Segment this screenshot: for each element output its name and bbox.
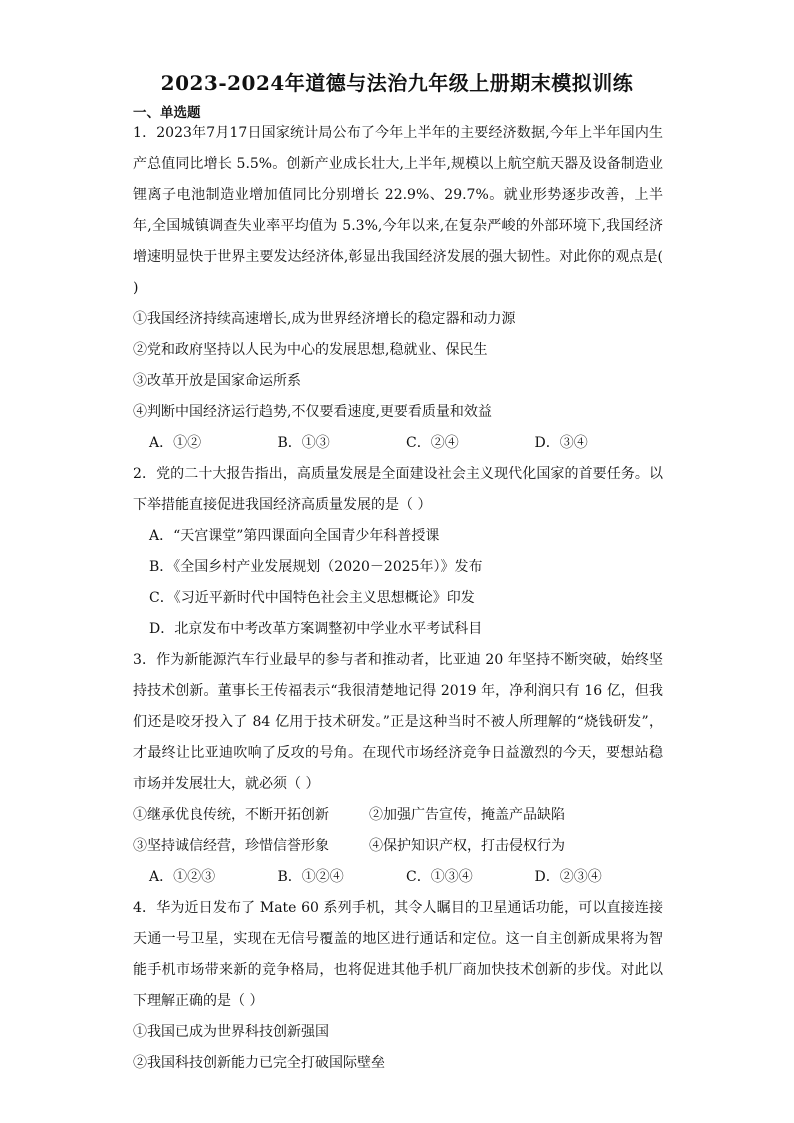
- question-4-item-2: ②我国科技创新能力已完全打破国际壁垒: [133, 1055, 385, 1071]
- document-title: 2023-2024年道德与法治九年级上册期末模拟训练: [160, 71, 634, 95]
- question-3-item-3: ③坚持诚信经营，珍惜信誉形象: [133, 838, 329, 854]
- question-1-options: [133, 428, 663, 459]
- question-2-option-b[interactable]: B．《全国乡村产业发展规划（2020－2025年）》发布: [149, 559, 483, 575]
- question-4: [133, 893, 663, 1079]
- question-3-option-d[interactable]: D．②③④: [534, 869, 602, 885]
- question-1: [133, 118, 663, 459]
- question-1-item-3: ③改革开放是国家命运所系: [133, 373, 301, 389]
- question-1-item-1: ①我国经济持续高速增长,成为世界经济增长的稳定器和动力源: [133, 311, 516, 327]
- question-3-option-c[interactable]: C．①③④: [406, 869, 473, 885]
- question-3-items-row-1: [133, 800, 663, 831]
- question-1-option-a[interactable]: A．①②: [149, 435, 202, 451]
- question-3-options: [133, 862, 663, 893]
- question-1-option-c[interactable]: C．②④: [406, 435, 459, 451]
- question-2-option-c[interactable]: C．《习近平新时代中国特色社会主义思想概论》印发: [149, 590, 475, 606]
- question-3-item-4: ④保护知识产权，打击侵权行为: [369, 838, 565, 854]
- question-1-stem: 1．2023年7月17日国家统计局公布了今年上半年的主要经济数据,今年上半年国内生产总值同比增长 5.5%。创新产业成长壮大,上半年,规模以上航空航天器及设备制造业锂离子电池制造业增加值同比分别增长 22.9%、29.7%。就业形势逐步改善，上半年,全国城镇调查失业率平均值为 5.3%,今年以来,在复杂严峻的外部环境下,我国经济增速明显快于世界主要发达经济体,彰显出我国经济发展的强大韧性。对此你的观点是( ): [133, 125, 663, 296]
- question-1-item-2: ②党和政府坚持以人民为中心的发展思想,稳就业、保民生: [133, 342, 488, 358]
- section-heading: 一、单选题: [133, 105, 201, 121]
- question-1-item-4: ④判断中国经济运行趋势,不仅要看速度,更要看质量和效益: [133, 404, 492, 420]
- question-1-option-d[interactable]: D．③④: [534, 435, 588, 451]
- question-2-stem: 2．党的二十大报告指出，高质量发展是全面建设社会主义现代化国家的首要任务。以下举措能直接促进我国经济高质量发展的是（ ）: [133, 466, 663, 513]
- question-3-items-row-2: [133, 831, 663, 862]
- question-list: [133, 118, 663, 1079]
- question-3-item-1: ①继承优良传统，不断开拓创新: [133, 807, 329, 823]
- question-3-stem: 3．作为新能源汽车行业最早的参与者和推动者，比亚迪 20 年坚持不断突破，始终坚持技术创新。董事长王传福表示“我很清楚地记得 2019 年，净利润只有 16 亿，但我们还是咬牙投入了 84 亿用于技术研发。”正是这种当时不被人所理解的“烧钱研发”，才最终让比亚迪吹响了反攻的号角。在现代市场经济竞争日益激烈的今天，要想站稳市场并发展壮大，就必须（ ）: [133, 652, 663, 792]
- question-1-option-b[interactable]: B．①③: [277, 435, 330, 451]
- question-2: [133, 459, 663, 645]
- question-4-item-1: ①我国已成为世界科技创新强国: [133, 1024, 329, 1040]
- question-3: [133, 645, 663, 893]
- question-3-option-b[interactable]: B．①②④: [277, 869, 344, 885]
- question-2-option-a[interactable]: A．“天宫课堂”第四课面向全国青少年科普授课: [149, 528, 440, 544]
- question-3-item-2: ②加强广告宣传，掩盖产品缺陷: [369, 807, 565, 823]
- question-4-stem: 4．华为近日发布了 Mate 60 系列手机，其令人瞩目的卫星通话功能，可以直接连接天通一号卫星，实现在无信号覆盖的地区进行通话和定位。这一自主创新成果将为智能手机市场带来新的竞争格局，也将促进其他手机厂商加快技术创新的步伐。对此以下理解正确的是（ ）: [133, 900, 663, 1009]
- question-3-option-a[interactable]: A．①②③: [149, 869, 216, 885]
- question-2-option-d[interactable]: D．北京发布中考改革方案调整初中学业水平考试科目: [149, 621, 483, 637]
